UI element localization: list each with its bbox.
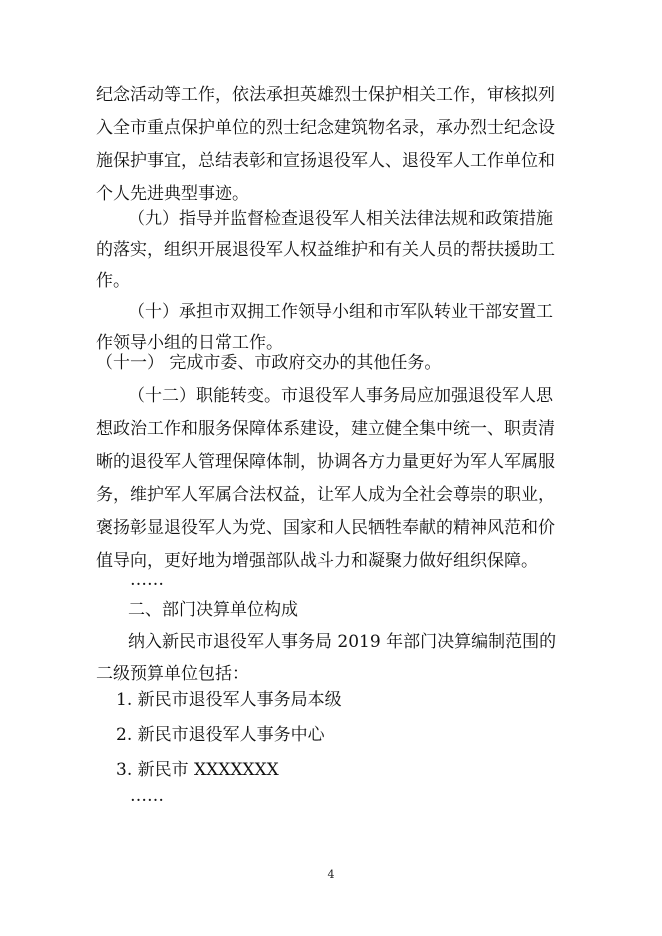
- section-twelve-line-3: 晰的退役军人管理保障体制，协调各方力量更好为军人军属服: [96, 452, 555, 472]
- section-two-heading: 二、部门决算单位构成: [128, 600, 298, 620]
- section-nine-line-1: （九）指导并监督检查退役军人相关法律法规和政策措施: [128, 209, 553, 229]
- section-nine-line-2: 的落实，组织开展退役军人权益维护和有关人员的帮扶援助工: [96, 240, 555, 260]
- body-paragraph-line-2: 二级预算单位包括：: [96, 664, 249, 684]
- section-ten-line-2: 作领导小组的日常工作。: [96, 333, 283, 353]
- section-twelve-line-4: 务，维护军人军属合法权益，让军人成为全社会尊崇的职业，: [96, 485, 555, 505]
- section-twelve-line-5: 褒扬彰显退役军人为党、国家和人民牺牲奉献的精神风范和价: [96, 518, 555, 538]
- text-line-1: 纪念活动等工作，依法承担英雄烈士保护相关工作，审核拟列: [96, 85, 555, 105]
- ellipsis-1: ……: [130, 570, 164, 590]
- ellipsis-2: ……: [130, 786, 164, 806]
- section-twelve-line-6: 值导向，更好地为增强部队战斗力和凝聚力做好组织保障。: [96, 551, 538, 571]
- unit-item-3: 3. 新民市 XXXXXXX: [116, 760, 279, 780]
- text-line-3: 施保护事宜，总结表彰和宣扬退役军人、退役军人工作单位和: [96, 151, 555, 171]
- text-line-4: 个人先进典型事迹。: [96, 184, 249, 204]
- section-eleven-line: （十一） 完成市委、市政府交办的其他任务。: [96, 353, 442, 373]
- section-ten-line-1: （十）承担市双拥工作领导小组和市军队转业干部安置工: [128, 302, 553, 322]
- body-paragraph-line-1: 纳入新民市退役军人事务局 2019 年部门决算编制范围的: [128, 632, 557, 652]
- section-twelve-line-1: （十二）职能转变。市退役军人事务局应加强退役军人思: [128, 386, 553, 406]
- section-nine-line-3: 作。: [96, 271, 130, 291]
- page-number: 4: [327, 868, 335, 881]
- unit-item-2: 2. 新民市退役军人事务中心: [116, 725, 325, 745]
- text-line-2: 入全市重点保护单位的烈士纪念建筑物名录，承办烈士纪念设: [96, 118, 555, 138]
- section-twelve-line-2: 想政治工作和服务保障体系建设，建立健全集中统一、职责清: [96, 419, 555, 439]
- unit-item-1: 1. 新民市退役军人事务局本级: [116, 690, 342, 710]
